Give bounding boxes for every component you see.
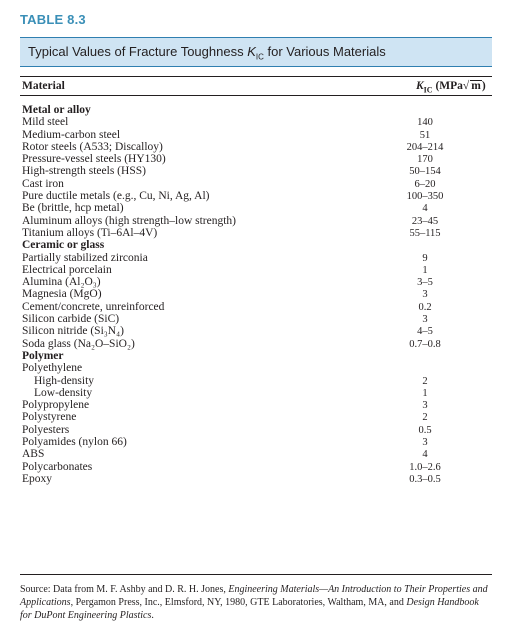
title-symbol: K <box>247 44 256 59</box>
table-row <box>20 288 492 300</box>
material-name: Ceramic or glass <box>22 239 105 252</box>
table-row <box>20 387 492 399</box>
kic-value: 6–20 <box>414 178 436 190</box>
kic-value: 4–5 <box>417 326 433 338</box>
table-row <box>20 461 492 473</box>
title-suffix: for Various Materials <box>263 44 386 59</box>
kic-value: 1.0–2.6 <box>409 461 441 473</box>
table-row <box>20 116 492 128</box>
table-row <box>20 399 492 411</box>
kic-value: 204–214 <box>406 141 444 153</box>
source-text-3: . <box>151 610 154 621</box>
table-row <box>20 227 492 239</box>
material-name: Polystyrene <box>22 411 77 424</box>
kic-value: 2 <box>422 375 428 387</box>
header-k-sub: IC <box>423 85 433 95</box>
material-name: Pure ductile metals (e.g., Cu, Ni, Ag, Al) <box>22 190 210 203</box>
kic-value: 140 <box>417 117 433 129</box>
table-row <box>20 129 492 141</box>
table-row <box>20 313 492 325</box>
material-name: Electrical porcelain <box>22 263 112 276</box>
table-body <box>20 104 492 485</box>
source-text-2: , Pergamon Press, Inc., Elmsford, NY, 1980, GTE Laboratories, Waltham, MA, and <box>70 597 407 608</box>
table-row <box>20 362 492 374</box>
kic-value: 0.2 <box>418 301 432 313</box>
kic-value: 23–45 <box>411 215 439 227</box>
table-row <box>20 338 492 350</box>
title-symbol-sub: IC <box>255 52 264 62</box>
kic-value: 100–350 <box>406 191 444 203</box>
kic-value: 9 <box>422 252 428 264</box>
material-name: Pressure-vessel steels (HY130) <box>22 153 166 166</box>
table-row <box>20 202 492 214</box>
material-name: Be (brittle, hcp metal) <box>22 202 124 215</box>
material-name: Magnesia (MgO) <box>22 288 102 301</box>
material-name: Titanium alloys (Ti–6Al–4V) <box>22 226 158 239</box>
material-name: Polypropylene <box>22 399 90 412</box>
category-row <box>20 350 492 362</box>
header-units-root: m <box>471 80 481 92</box>
material-name: Polycarbonates <box>22 460 93 473</box>
kic-value: 3 <box>422 437 428 449</box>
source-book-1: Engineering Materials—An Introduction to Their Properties and Applications <box>20 584 488 608</box>
table-row <box>20 178 492 190</box>
kic-value: 0.3–0.5 <box>409 473 441 485</box>
material-name: Polyethylene <box>22 362 83 375</box>
kic-value: 0.5 <box>418 424 432 436</box>
kic-value: 3–5 <box>417 277 433 289</box>
table-title-bar <box>20 37 492 67</box>
material-name: ABS <box>22 448 45 461</box>
header-units-close: ) <box>481 80 486 92</box>
header-k-symbol: K <box>416 80 424 92</box>
title-prefix: Typical Values of Fracture Toughness <box>28 44 248 59</box>
material-name: Partially stabilized zirconia <box>22 251 148 264</box>
table-row <box>20 424 492 436</box>
kic-value: 3 <box>422 400 428 412</box>
table-row <box>20 448 492 460</box>
kic-value: 50–154 <box>409 166 441 178</box>
table-row <box>20 436 492 448</box>
material-name: Silicon nitride (Si₃N₄) <box>22 325 124 338</box>
material-name: Cast iron <box>22 177 64 190</box>
column-header-material: Material <box>22 80 65 92</box>
material-name: Aluminum alloys (high strength–low strength) <box>22 214 237 227</box>
table-row <box>20 190 492 202</box>
kic-value: 3 <box>422 289 428 301</box>
column-header-row <box>20 76 492 96</box>
source-book-2: Design Handbook for DuPont Engineering Plastics <box>20 597 479 621</box>
table-title <box>28 44 386 62</box>
table-row <box>20 153 492 165</box>
header-units-open: (MPa <box>432 80 463 92</box>
table-row <box>20 165 492 177</box>
table-label: TABLE 8.3 <box>20 12 86 27</box>
kic-value: 4 <box>422 203 428 215</box>
table-bottom-rule <box>20 574 492 575</box>
material-name: Polyamides (nylon 66) <box>22 436 127 449</box>
table-row <box>20 325 492 337</box>
material-name: Soda glass (Na₂O–SiO₂) <box>22 337 135 350</box>
source-text-1: Source: Data from M. F. Ashby and D. R. H. Jones, <box>20 584 229 595</box>
kic-value: 55–115 <box>409 227 441 239</box>
material-name: Cement/concrete, unreinforced <box>22 300 165 313</box>
table-row <box>20 215 492 227</box>
material-name: Epoxy <box>22 472 53 485</box>
material-name: High-density <box>34 374 95 387</box>
table-row <box>20 252 492 264</box>
kic-value: 170 <box>417 154 433 166</box>
material-name: Metal or alloy <box>22 104 91 116</box>
material-name: Medium-carbon steel <box>22 128 121 141</box>
kic-value: 0.7–0.8 <box>409 338 441 350</box>
table-row <box>20 264 492 276</box>
kic-value: 4 <box>422 449 428 461</box>
kic-value: 3 <box>422 314 428 326</box>
table-row <box>20 276 492 288</box>
material-name: Polyesters <box>22 423 70 436</box>
column-header-kic <box>416 80 486 94</box>
material-name: Low-density <box>34 386 93 399</box>
table-row <box>20 473 492 485</box>
sqrt-icon: √ <box>462 80 470 92</box>
table-row <box>20 301 492 313</box>
source-note <box>20 583 492 622</box>
material-name: Alumina (Al₂O₃) <box>22 276 101 289</box>
table-row <box>20 141 492 153</box>
table-row <box>20 375 492 387</box>
material-name: High-strength steels (HSS) <box>22 165 146 178</box>
table-row <box>20 411 492 423</box>
category-row <box>20 239 492 251</box>
material-name: Polymer <box>22 349 64 362</box>
kic-value: 1 <box>422 387 428 399</box>
kic-value: 2 <box>422 412 428 424</box>
kic-value: 1 <box>422 264 428 276</box>
material-name: Mild steel <box>22 116 69 129</box>
category-row <box>20 104 492 116</box>
material-name: Silicon carbide (SiC) <box>22 313 120 326</box>
material-name: Rotor steels (A533; Discalloy) <box>22 140 163 153</box>
kic-value: 51 <box>419 129 431 141</box>
